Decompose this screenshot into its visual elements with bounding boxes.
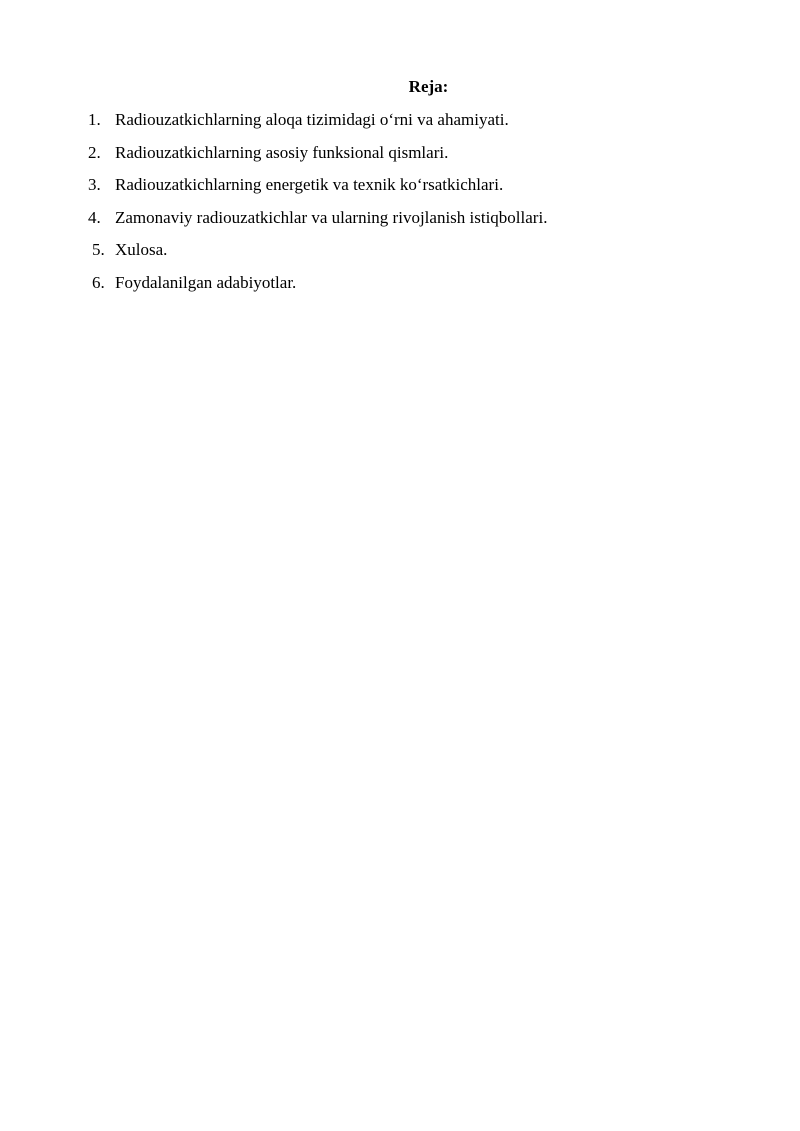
toc-item-number: 6. [92,272,105,292]
toc-item [0,271,800,304]
toc-item-number: 3. [88,175,101,195]
toc-item-text: Xulosa. [115,240,168,260]
toc-item [0,238,800,271]
toc-item-text: Foydalanilgan adabiyotlar. [115,272,297,292]
toc-item-text: Radiouzatkichlarning aloqa tizimidagi o‘rni va ahamiyati. [115,110,509,129]
toc-item [0,108,800,141]
toc-item [0,141,800,174]
toc-item-number: 4. [88,207,101,227]
table-of-contents [0,108,800,304]
toc-item-number: 5. [92,240,105,260]
toc-item-number: 2. [88,142,101,162]
page-title: Reja: [408,77,449,96]
toc-item-text: Radiouzatkichlarning energetik va texnik ko‘rsatkichlari. [115,175,504,195]
toc-item-number: 1. [88,110,101,129]
toc-item-text: Zamonaviy radiouzatkichlar va ularning rivojlanish istiqbollari. [115,207,548,227]
toc-item [0,206,800,239]
toc-item-text: Radiouzatkichlarning asosiy funksional qismlari. [115,142,449,162]
toc-item [0,173,800,206]
